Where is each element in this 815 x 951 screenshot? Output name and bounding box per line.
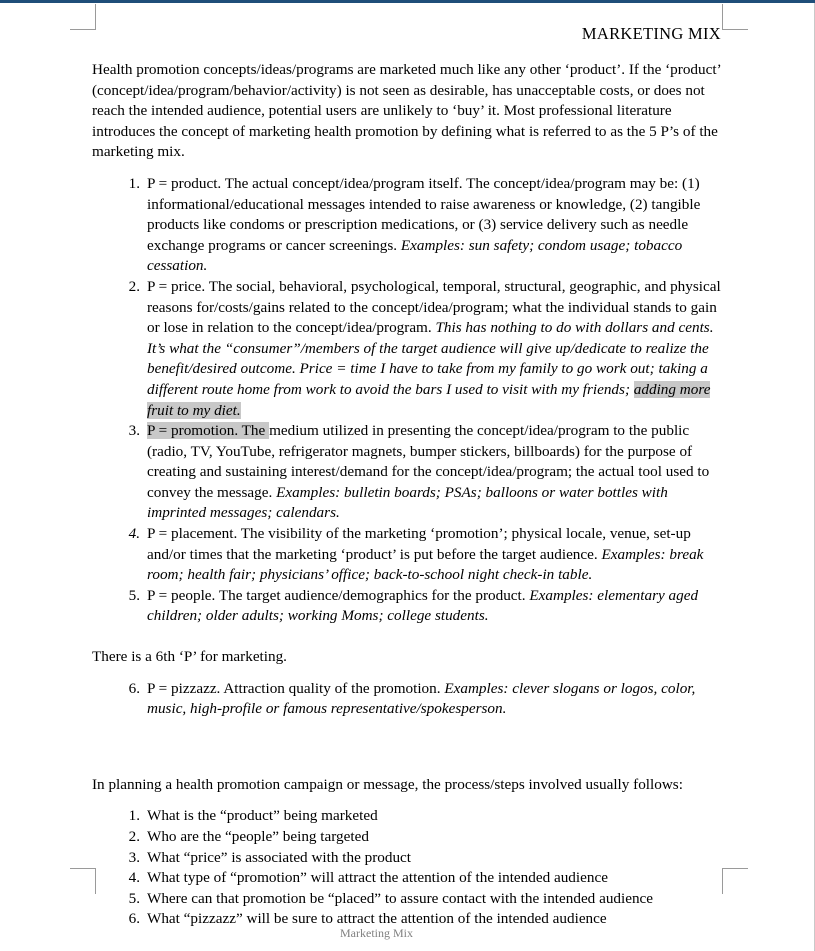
- list-item: [128, 679, 724, 720]
- list-item-marker: 2.: [128, 828, 140, 845]
- list-item-text: P = product. The actual concept/idea/program itself. The concept/idea/program may be: (1) informational/educational messages intended to raise awareness or knowledge, (2) tangible products like condoms or prescription medications, or (3) service delivery such as needle exchange programs or cancer screenings.: [147, 174, 701, 254]
- top-accent-bar: [0, 0, 815, 3]
- list-item: [128, 827, 724, 848]
- running-head: MARKETING MIX: [581, 24, 721, 43]
- list-item-text: What is the “product” being marketed: [147, 807, 378, 825]
- list-item-marker: 2.: [128, 277, 140, 295]
- list-item-marker: 1.: [128, 174, 140, 192]
- list-item: [128, 586, 724, 627]
- list-item-marker: 4.: [128, 525, 140, 543]
- list-item-marker: 3.: [128, 422, 140, 440]
- list-item: [128, 868, 724, 889]
- list-item-marker: 3.: [128, 848, 140, 866]
- list-item-text: Who are the “people” being targeted: [147, 828, 369, 845]
- highlighted-text: P = promotion. The: [147, 422, 270, 440]
- list-item: [128, 848, 724, 869]
- crop-mark-top-right: [722, 4, 748, 30]
- list-item-examples: Examples: elementary aged children; older adults; working Moms; college students.: [147, 586, 699, 625]
- highlighted-text: adding more fruit to my diet.: [147, 380, 711, 419]
- list-item-examples: Examples: bulletin boards; PSAs; balloons or water bottles with imprinted messages; calendars.: [147, 483, 668, 522]
- crop-mark-top-left: [70, 4, 96, 30]
- page-footer: Marketing Mix: [340, 926, 413, 940]
- list-item-text: P = placement. The visibility of the marketing ‘promotion’; physical locale, venue, set-up and/or times that the marketing ‘product’ is put before the target audience.: [147, 525, 691, 563]
- sixth-p-paragraph: There is a 6th ‘P’ for marketing.: [92, 648, 287, 666]
- list-item-marker: 5.: [128, 889, 140, 907]
- list-item-text: What “price” is associated with the product: [147, 848, 411, 866]
- document-body: [92, 60, 724, 930]
- planning-paragraph: In planning a health promotion campaign or message, the process/steps involved usually follows:: [92, 775, 683, 793]
- planning-steps-list: [92, 806, 724, 930]
- list-item-text: medium utilized in presenting the concept/idea/program to the public (radio, TV, YouTube, refrigerator magnets, bumper stickers, billboards) for the purpose of creating and sustaining interest/demand for the concept/idea/program; the actual tool used to convey the message.: [147, 422, 710, 501]
- marketing-mix-list: [92, 174, 724, 627]
- list-item: [128, 277, 724, 421]
- list-item-text: What type of “promotion” will attract the attention of the intended audience: [147, 869, 608, 887]
- list-item-marker: 5.: [128, 586, 140, 604]
- list-item-examples: Examples: break room; health fair; physicians’ office; back-to-school night check-in table.: [147, 545, 704, 584]
- list-item-text: What “pizzazz” will be sure to attract the attention of the intended audience: [147, 910, 607, 928]
- list-item: [128, 421, 724, 524]
- list-item-text: P = people. The target audience/demographics for the product.: [147, 586, 530, 604]
- list-item-text: P = pizzazz. Attraction quality of the promotion.: [147, 679, 445, 697]
- list-item-text: P = price. The social, behavioral, psychological, temporal, structural, geographic, and physical reasons for/costs/gains related to the concept/idea/program; what the individual stands to gain or lose in relation to the concept/idea/program.: [147, 277, 721, 337]
- sixth-p-list: [92, 679, 724, 720]
- crop-mark-bottom-right: [722, 868, 748, 894]
- list-item-marker: 6.: [128, 910, 140, 928]
- intro-paragraph: Health promotion concepts/ideas/programs are marketed much like any other ‘product’. If the ‘product’ (concept/idea/program/behavior/activity) is not seen as desirable, has unacceptable costs, or does not reach the intended audience, potential users are unlikely to ‘buy’ it. Most professional literature introduces the concept of marketing health promotion by defining what is referred to as the 5 P’s of the marketing mix.: [92, 61, 721, 161]
- list-item: [128, 806, 724, 827]
- list-item-marker: 6.: [128, 679, 140, 697]
- list-item: [128, 174, 724, 277]
- list-item-examples: This has nothing to do with dollars and cents. It’s what the “consumer”/members of the target audience will give up/dedicate to realize the benefit/desired outcome. Price = time I have to take from my family to go work out; taking a different route home from work to avoid the bars I used to visit with my friends;: [147, 319, 714, 398]
- list-item-marker: 4.: [128, 869, 140, 887]
- list-item-examples: Examples: sun safety; condom usage; tobacco cessation.: [147, 236, 683, 275]
- list-item: [128, 524, 724, 586]
- list-item-text: Where can that promotion be “placed” to assure contact with the intended audience: [147, 889, 654, 907]
- list-item: [128, 889, 724, 910]
- list-item-examples: Examples: clever slogans or logos, color, music, high-profile or famous representative/spokesperson.: [147, 679, 696, 718]
- list-item-marker: 1.: [128, 807, 140, 825]
